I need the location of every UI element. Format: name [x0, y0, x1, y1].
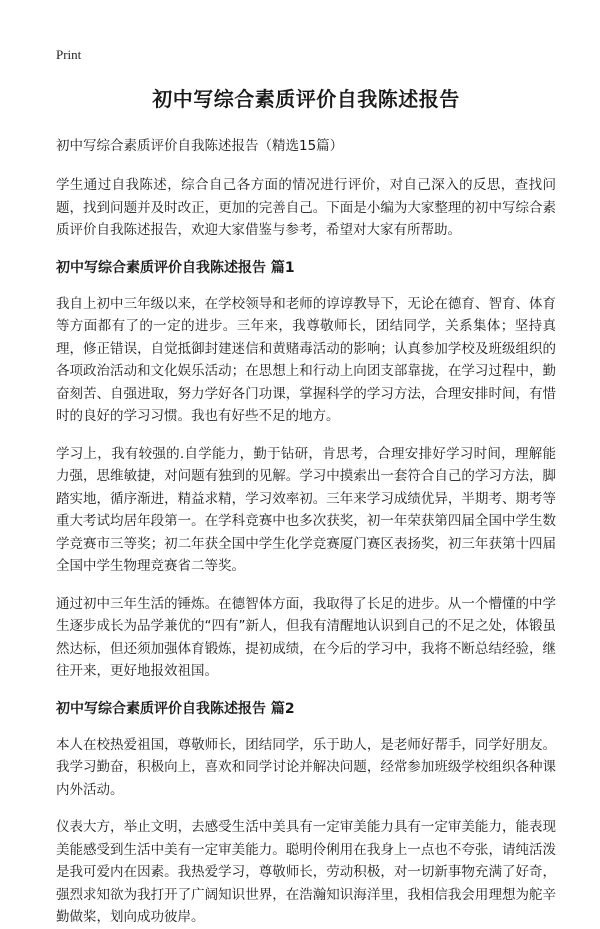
section-heading: 初中写综合素质评价自我陈述报告 篇2: [56, 700, 295, 717]
section-paragraph: 通过初中三年生活的锤炼。在德智体方面，我取得了长足的进步。从一个懵懂的中学生逐步成长为品学兼优的“四有”新人，但我有清醒地认识到自己的不足之处，体锻虽然达标，但还须加强体育锻炼，提初成绩，在今后的学习中，我将不断总结经验，继往开来，更好地报效祖国。: [56, 595, 556, 679]
section-paragraph: 我自上初中三年级以来，在学校领导和老师的谆谆教导下，无论在德育、智育、体育等方面都有了的一定的进步。三年来，我尊敬师长，团结同学，关系集体；坚持真理，修正错误，自觉抵御封建迷信和黄赌毒活动的影响；认真参加学校及班级组织的各项政治活动和文化娱乐活动；在思想上和行动上向团支部靠拢，在学习过程中，勤奋刻苦、自强进取，努力学好各门功课，掌握科学的学习方法，合理安排时间，有惜时的良好的学习习惯。我也有好些不足的地方。: [56, 295, 556, 424]
intro-paragraph: 学生通过自我陈述，综合自己各方面的情况进行评价，对自己深入的反思，查找问题，找到问题并及时改正，更加的完善自己。下面是小编为大家整理的初中写综合素质评价自我陈述报告，欢迎大家借鉴与参考，希望对大家有所帮助。: [56, 177, 556, 238]
section-paragraph: 学习上，我有较强的.自学能力，勤于钻研，肯思考，合理安排好学习时间，理解能力强，思维敏捷，对问题有独到的见解。学习中摸索出一套符合自己的学习方法，脚踏实地，循序渐进，精益求精，学习效率初。三年来学习成绩优异，半期考、期考等重大考试均居年段第一。在学科竞赛中也多次获奖，初一年荣获第四届全国中学生数学竞赛市三等奖；初二年获全国中学生化学竞赛厦门赛区表扬奖，初三年获第十四届全国中学生物理竞赛省二等奖。: [56, 445, 556, 574]
print-link[interactable]: Print: [56, 47, 82, 62]
section-paragraph: 仪表大方，举止文明，去感受生活中美具有一定审美能力具有一定审美能力，能表现美能感受到生活中美有一定审美能力。聪明伶俐用在我身上一点也不夸张，请纯活泼是我可爱内在因素。我热爱学习，尊敬师长，劳动积极，对一切新事物充满了好奇，强烈求知欲为我打开了广阔知识世界，在浩瀚知识海洋里，我相信我会用理想为舵辛勤做桨，划向成功彼岸。: [56, 819, 556, 925]
section-heading: 初中写综合素质评价自我陈述报告 篇1: [56, 259, 295, 276]
document-subtitle: 初中写综合素质评价自我陈述报告（精选15篇）: [56, 138, 344, 154]
document-title: 初中写综合素质评价自我陈述报告: [152, 87, 460, 111]
section-paragraph: 本人在校热爱祖国，尊敬师长，团结同学，乐于助人，是老师好帮手，同学好朋友。我学习勤奋，积极向上，喜欢和同学讨论并解决问题，经常参加班级学校组织各种课内外活动。: [56, 736, 556, 798]
